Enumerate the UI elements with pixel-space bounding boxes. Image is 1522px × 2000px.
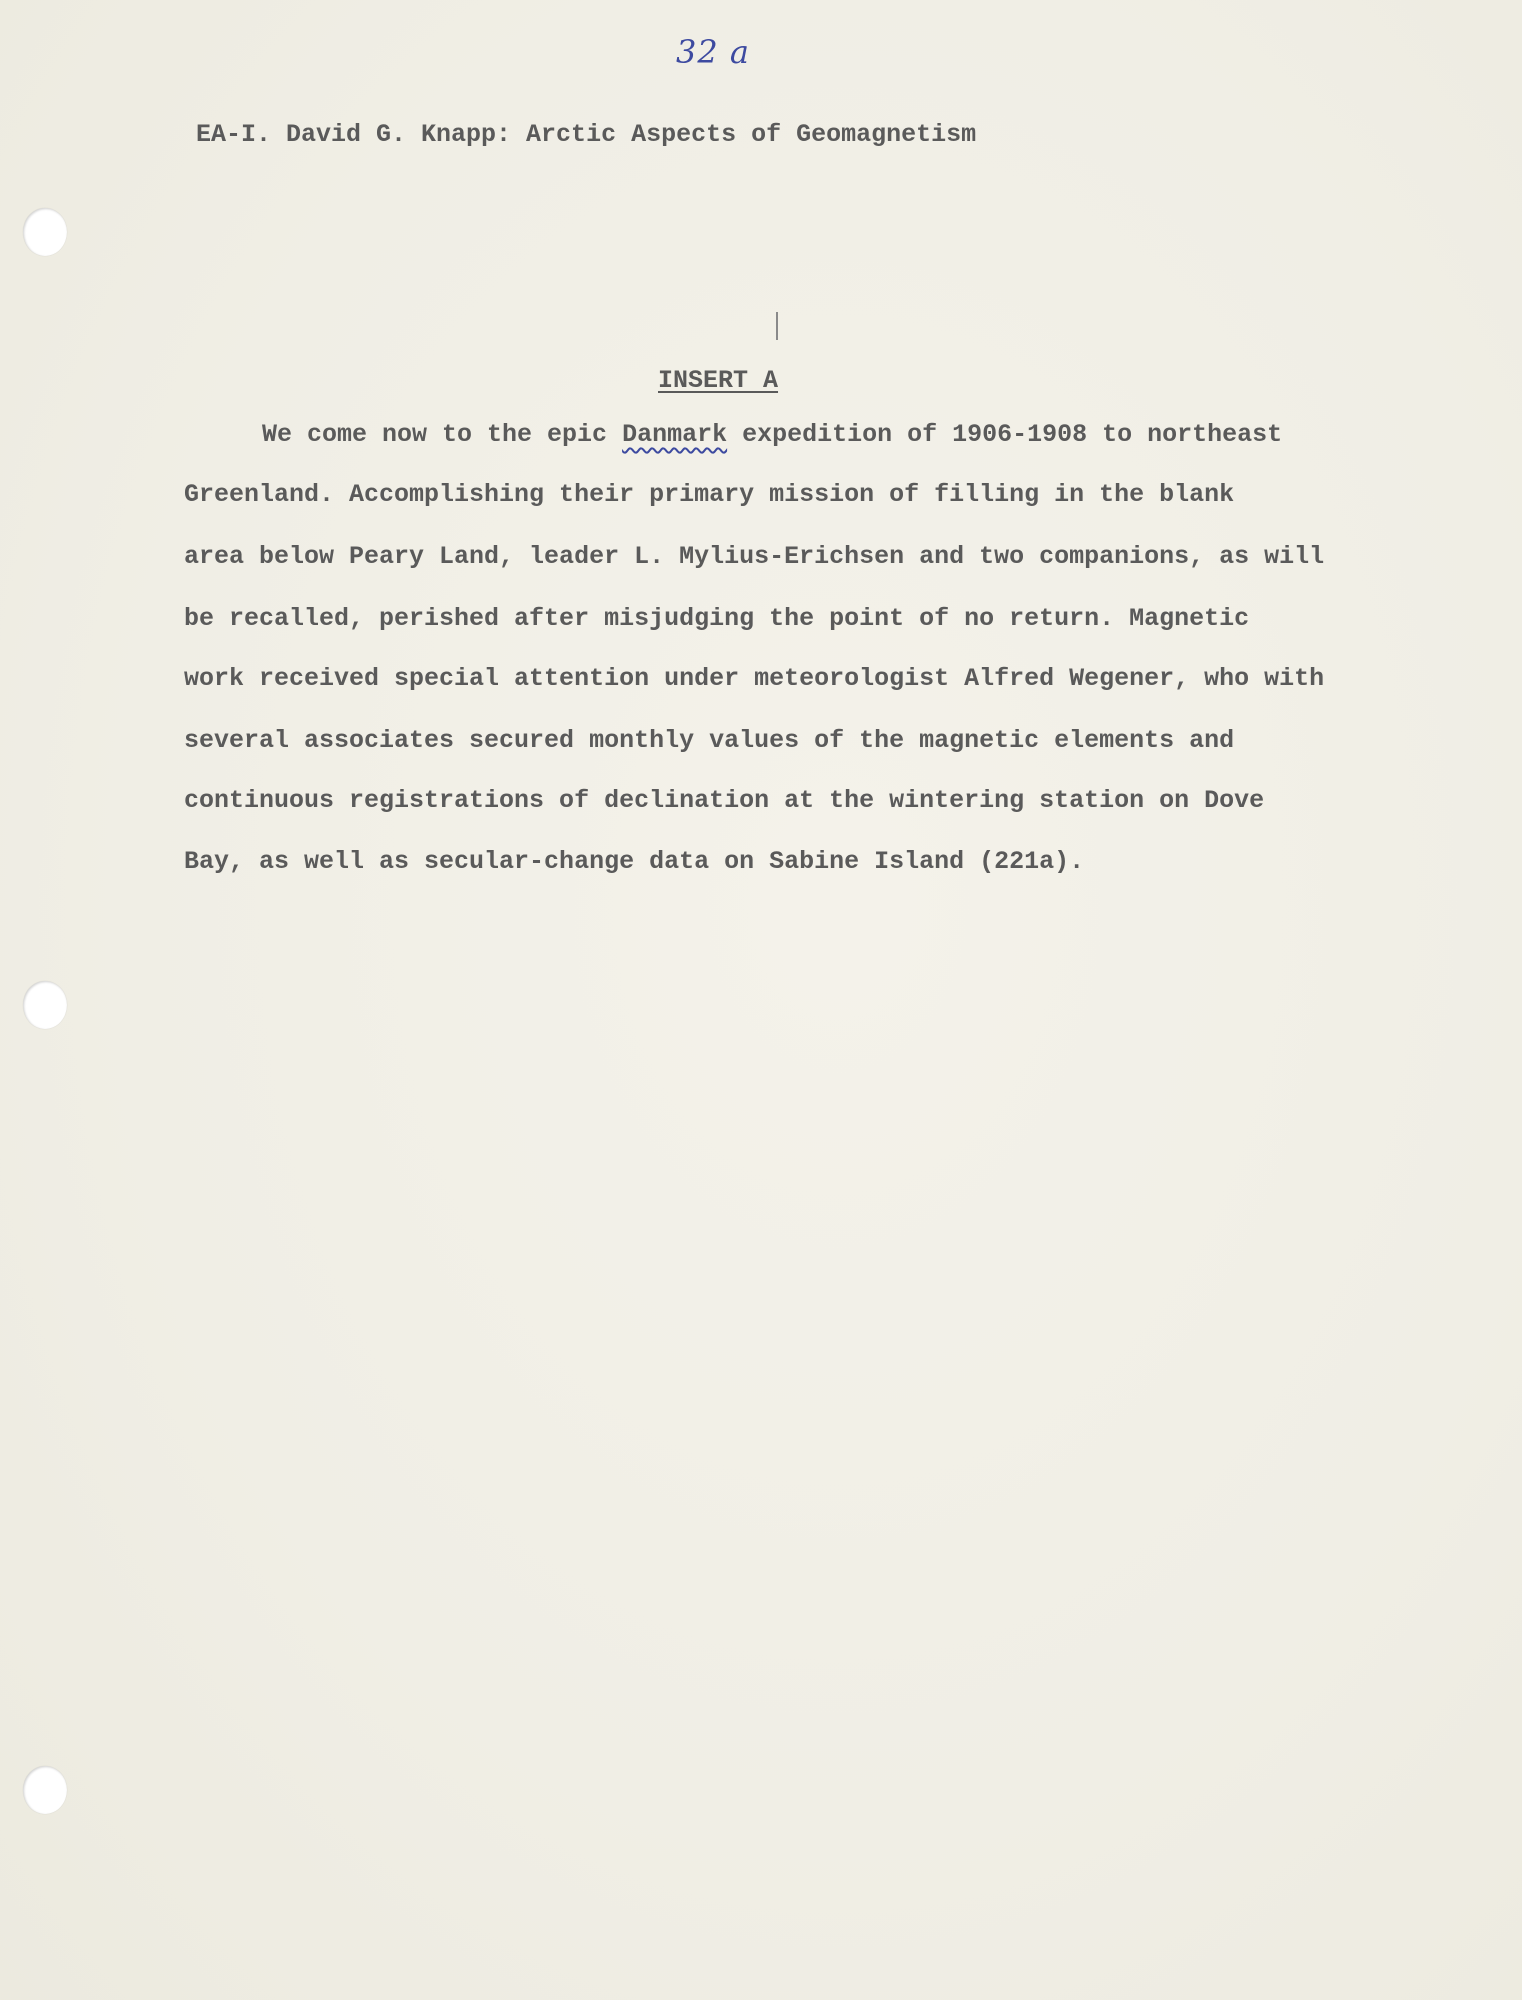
paragraph-line-7: continuous registrations of declination at the wintering station on Dove	[184, 786, 1265, 815]
punch-hole	[23, 208, 67, 256]
insert-heading: INSERT A	[658, 366, 779, 395]
paragraph-line-8: Bay, as well as secular-change data on Sabine Island (221a).	[184, 847, 1085, 876]
paragraph-line-2: Greenland. Accomplishing their primary mission of filling in the blank	[184, 480, 1235, 509]
handwritten-page-number: 32 a	[676, 33, 750, 71]
paragraph-line-5: work received special attention under meteorologist Alfred Wegener, who with	[184, 664, 1325, 693]
paragraph-line-3: area below Peary Land, leader L. Mylius-Erichsen and two companions, as will	[184, 542, 1325, 571]
danmark-emphasis: Danmark	[622, 420, 728, 449]
line-1-before: We come now to the epic	[262, 420, 623, 449]
line-1-after: expedition of 1906-1908 to northeast	[727, 420, 1283, 449]
paragraph-line-4: be recalled, perished after misjudging the point of no return. Magnetic	[184, 604, 1250, 633]
punch-hole	[23, 981, 67, 1029]
paragraph-line-1	[262, 420, 1282, 449]
document-header: EA-I. David G. Knapp: Arctic Aspects of Geomagnetism	[196, 120, 977, 149]
paragraph-line-6: several associates secured monthly values of the magnetic elements and	[184, 726, 1235, 755]
punch-hole	[23, 1766, 67, 1814]
pencil-mark	[776, 312, 778, 340]
